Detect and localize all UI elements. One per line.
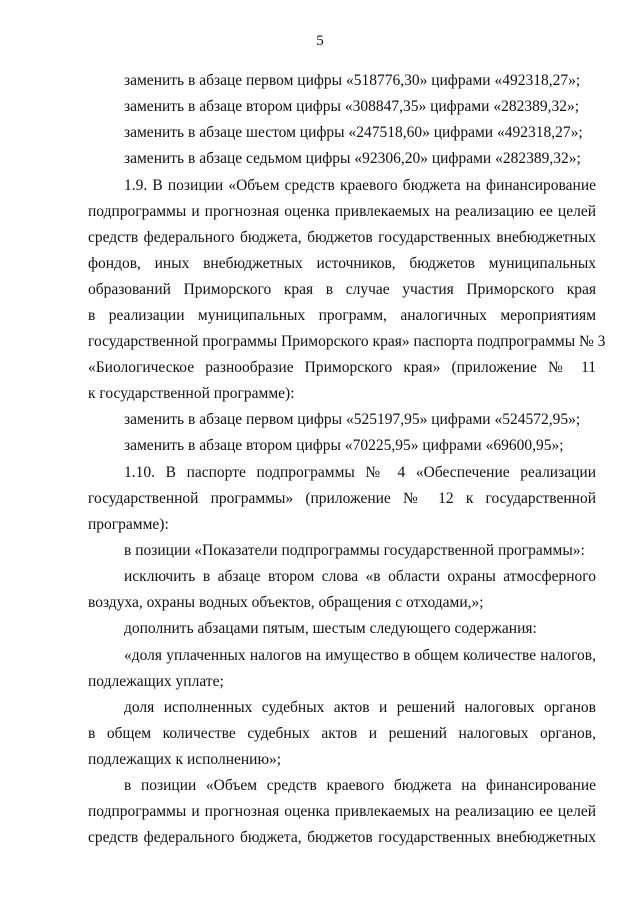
text-line: образований Приморского края в случае участия Приморского края — [88, 281, 596, 298]
text-line: заменить в абзаце шестом цифры «247518,60» цифрами «492318,27»; — [124, 124, 583, 141]
text-line: заменить в абзаце первом цифры «518776,30» цифрами «492318,27»; — [124, 72, 581, 89]
text-line: в реализации муниципальных программ, аналогичных мероприятиям — [88, 307, 596, 324]
text-line: в позиции «Объем средств краевого бюджета на финансирование — [124, 777, 596, 794]
text-line: государственной программы Приморского края» паспорта подпрограммы № 3 — [88, 333, 606, 350]
text-line: подпрограммы и прогнозная оценка привлекаемых на реализацию ее целей — [88, 803, 596, 820]
text-line: доля исполненных судебных актов и решений налоговых органов — [124, 699, 596, 716]
text-line: дополнить абзацами пятым, шестым следующего содержания: — [124, 620, 537, 637]
page-number: 5 — [316, 33, 324, 49]
text-line: «доля уплаченных налогов на имущество в общем количестве налогов, — [124, 647, 596, 664]
text-line: исключить в абзаце втором слова «в области охраны атмосферного — [124, 568, 596, 585]
text-line: в общем количестве судебных актов и решений налоговых органов, — [88, 725, 596, 742]
text-line: подлежащих к исполнению»; — [88, 751, 282, 768]
text-line: «Биологическое разнообразие Приморского края» (приложение № 11 — [88, 359, 596, 376]
text-line: воздуха, охраны водных объектов, обращения с отходами,»; — [88, 594, 484, 611]
text-line: в позиции «Показатели подпрограммы государственной программы»: — [124, 542, 585, 559]
text-line: заменить в абзаце втором цифры «308847,35» цифрами «282389,32»; — [124, 98, 579, 115]
text-line: 1.9. В позиции «Объем средств краевого бюджета на финансирование — [124, 177, 596, 194]
text-line: заменить в абзаце втором цифры «70225,95» цифрами «69600,95»; — [124, 437, 564, 454]
text-line: заменить в абзаце первом цифры «525197,95» цифрами «524572,95»; — [124, 411, 581, 428]
text-line: фондов, иных внебюджетных источников, бюджетов муниципальных — [88, 255, 596, 272]
text-line: к государственной программе): — [88, 385, 295, 402]
text-line: средств федерального бюджета, бюджетов государственных внебюджетных — [88, 229, 596, 246]
text-line: программе): — [88, 516, 169, 533]
text-line: средств федерального бюджета, бюджетов государственных внебюджетных — [88, 829, 596, 846]
text-line: заменить в абзаце седьмом цифры «92306,20» цифрами «282389,32»; — [124, 150, 581, 167]
text-line: 1.10. В паспорте подпрограммы № 4 «Обеспечение реализации — [124, 464, 596, 481]
text-line: государственной программы» (приложение № 12 к государственной — [88, 490, 596, 507]
text-line: подпрограммы и прогнозная оценка привлекаемых на реализацию ее целей — [88, 203, 596, 220]
text-line: подлежащих уплате; — [88, 673, 224, 690]
